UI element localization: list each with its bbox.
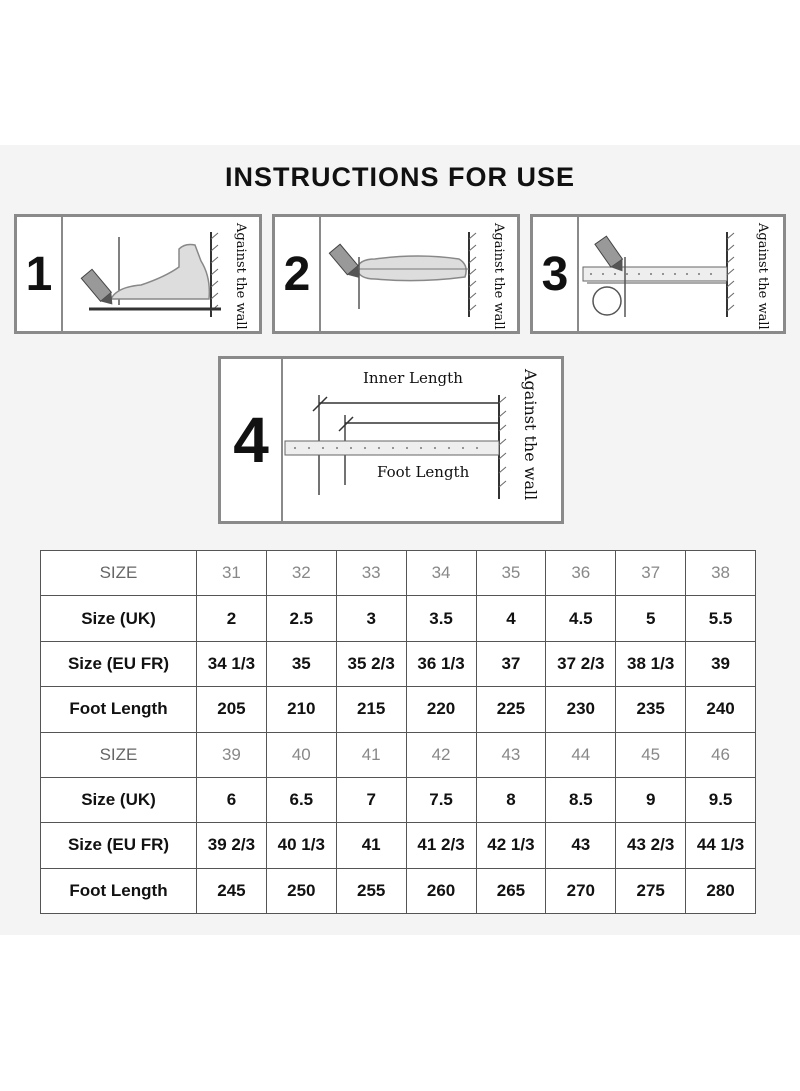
size-cell: 45	[616, 732, 686, 777]
table-cell: 205	[197, 687, 267, 732]
step-1-card	[14, 214, 262, 334]
table-cell: 8.5	[546, 777, 616, 822]
table-cell: 7	[336, 777, 406, 822]
size-cell: 37	[616, 551, 686, 596]
row-label: Size (EU FR)	[41, 641, 197, 686]
table-cell: 215	[336, 687, 406, 732]
table-cell: 6	[197, 777, 267, 822]
table-cell: 3.5	[406, 596, 476, 641]
step-4-card	[218, 356, 564, 524]
table-cell: 265	[476, 868, 546, 913]
size-chart-table	[40, 550, 756, 914]
table-cell: 275	[616, 868, 686, 913]
table-cell: 7.5	[406, 777, 476, 822]
table-cell: 270	[546, 868, 616, 913]
against-wall-label: Against the wall	[491, 223, 506, 330]
table-row-foot-length	[41, 687, 756, 732]
table-cell: 220	[406, 687, 476, 732]
step-number: 4	[221, 359, 283, 521]
table-row-eu	[41, 641, 756, 686]
table-row-uk	[41, 596, 756, 641]
table-cell: 2.5	[266, 596, 336, 641]
table-cell: 245	[197, 868, 267, 913]
table-cell: 2	[197, 596, 267, 641]
size-cell: 33	[336, 551, 406, 596]
table-row-eu	[41, 823, 756, 868]
size-cell: 39	[197, 732, 267, 777]
size-cell: 31	[197, 551, 267, 596]
against-wall-label: Against the wall	[521, 369, 540, 501]
table-cell: 44 1/3	[686, 823, 756, 868]
table-cell: 40 1/3	[266, 823, 336, 868]
size-cell: 36	[546, 551, 616, 596]
table-cell: 255	[336, 868, 406, 913]
inner-length-label: Inner Length	[363, 369, 463, 387]
table-cell: 6.5	[266, 777, 336, 822]
table-cell: 35 2/3	[336, 641, 406, 686]
table-cell: 250	[266, 868, 336, 913]
size-cell: 43	[476, 732, 546, 777]
table-cell: 4.5	[546, 596, 616, 641]
size-cell: 42	[406, 732, 476, 777]
row-label: Size (EU FR)	[41, 823, 197, 868]
table-cell: 43	[546, 823, 616, 868]
size-cell: 35	[476, 551, 546, 596]
table-cell: 37 2/3	[546, 641, 616, 686]
row-label: Size (UK)	[41, 596, 197, 641]
table-cell: 8	[476, 777, 546, 822]
table-cell: 4	[476, 596, 546, 641]
table-row-size-header	[41, 732, 756, 777]
table-row-uk	[41, 777, 756, 822]
table-cell: 280	[686, 868, 756, 913]
size-cell: 44	[546, 732, 616, 777]
step-number: 2	[275, 217, 321, 331]
step-number: 3	[533, 217, 579, 331]
against-wall-label: Against the wall	[755, 223, 770, 330]
size-cell: 40	[266, 732, 336, 777]
table-cell: 3	[336, 596, 406, 641]
row-label: Foot Length	[41, 868, 197, 913]
table-cell: 230	[546, 687, 616, 732]
table-row-foot-length	[41, 868, 756, 913]
table-cell: 36 1/3	[406, 641, 476, 686]
step-3-card	[530, 214, 786, 334]
table-cell: 43 2/3	[616, 823, 686, 868]
size-cell: 32	[266, 551, 336, 596]
size-header-label: SIZE	[41, 732, 197, 777]
ruler-measure-illustration	[577, 217, 777, 331]
table-cell: 9.5	[686, 777, 756, 822]
step-number: 1	[17, 217, 63, 331]
table-cell: 5.5	[686, 596, 756, 641]
page-title: INSTRUCTIONS FOR USE	[224, 162, 575, 192]
table-cell: 35	[266, 641, 336, 686]
against-wall-label: Against the wall	[233, 223, 248, 330]
table-row-size-header	[41, 551, 756, 596]
step-2-card	[272, 214, 520, 334]
foot-top-illustration	[319, 217, 519, 331]
table-cell: 5	[616, 596, 686, 641]
table-cell: 38 1/3	[616, 641, 686, 686]
table-cell: 260	[406, 868, 476, 913]
size-cell: 46	[686, 732, 756, 777]
table-cell: 210	[266, 687, 336, 732]
table-cell: 39	[686, 641, 756, 686]
table-cell: 225	[476, 687, 546, 732]
size-header-label: SIZE	[41, 551, 197, 596]
size-cell: 34	[406, 551, 476, 596]
table-cell: 34 1/3	[197, 641, 267, 686]
row-label: Size (UK)	[41, 777, 197, 822]
table-cell: 39 2/3	[197, 823, 267, 868]
foot-side-illustration	[61, 217, 261, 331]
table-cell: 9	[616, 777, 686, 822]
table-cell: 41	[336, 823, 406, 868]
table-cell: 42 1/3	[476, 823, 546, 868]
foot-length-label: Foot Length	[377, 463, 470, 481]
size-cell: 41	[336, 732, 406, 777]
table-cell: 240	[686, 687, 756, 732]
size-cell: 38	[686, 551, 756, 596]
table-cell: 37	[476, 641, 546, 686]
table-cell: 235	[616, 687, 686, 732]
row-label: Foot Length	[41, 687, 197, 732]
table-cell: 41 2/3	[406, 823, 476, 868]
